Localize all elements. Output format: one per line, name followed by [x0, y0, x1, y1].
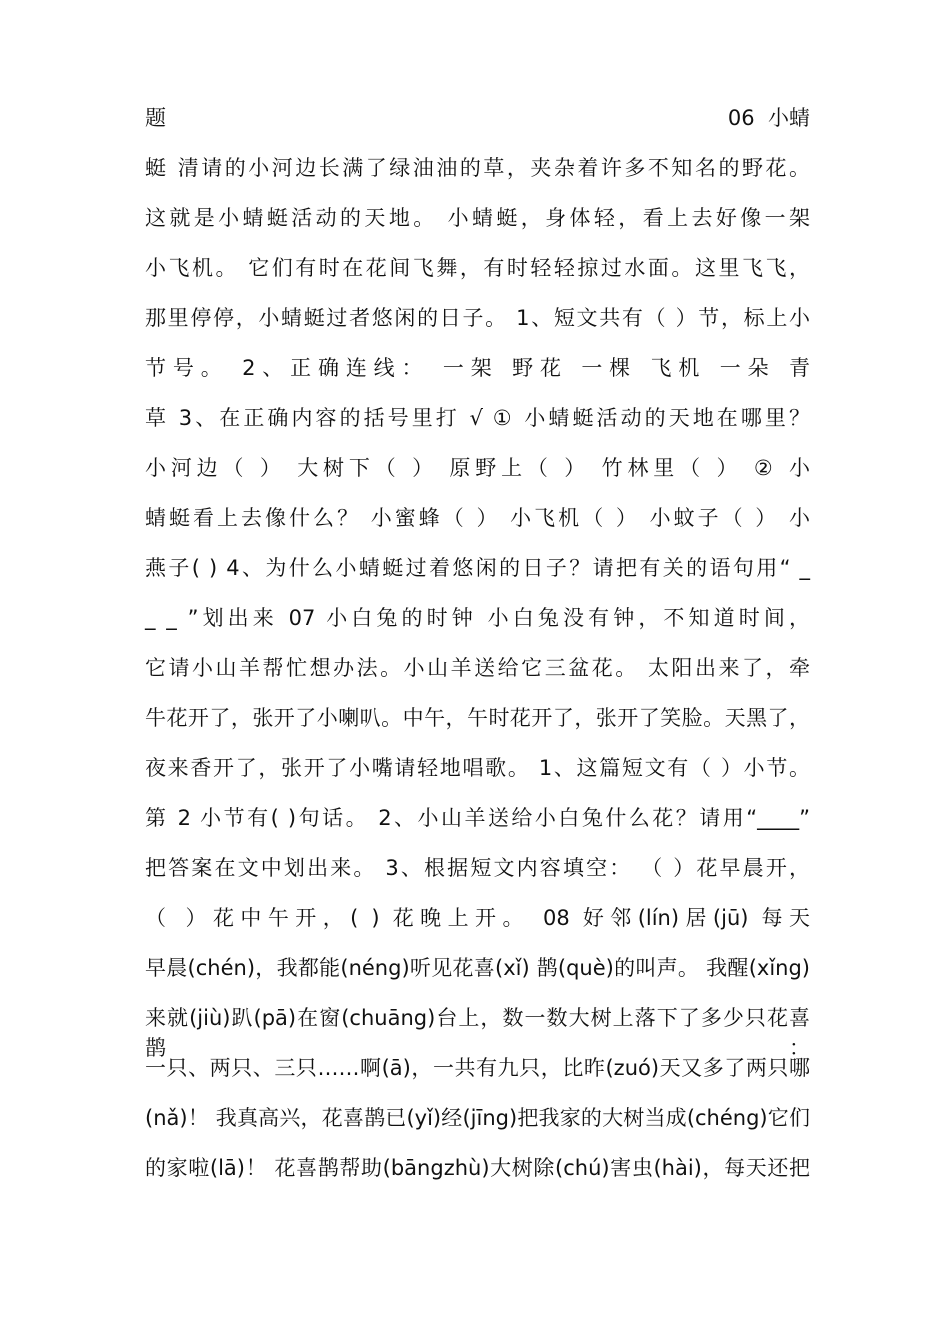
text-line-5: 节号。 2、正确连线： 一架 野花 一棵 飞机 一朵 青	[145, 356, 810, 380]
text-line-7: 小河边（ ） 大树下（ ） 原野上（ ） 竹林里（ ） ② 小	[145, 456, 810, 480]
text-line-12: 牛花开了，张开了小喇叭。中午，午时花开了，张开了笑脸。天黑了，	[145, 706, 810, 730]
document-heading-line	[145, 103, 810, 133]
text-line-1: 蜓 清请的小河边长满了绿油油的草，夹杂着许多不知名的野花。	[145, 156, 810, 180]
text-line-17: 早晨(chén)，我都能(néng)听见花喜(xǐ) 鹊(què)的叫声。 我醒(xǐng)	[145, 956, 810, 980]
text-line-2: 这就是小蜻蜓活动的天地。 小蜻蜓，身体轻，看上去好像一架	[145, 206, 810, 230]
text-line-3: 小飞机。 它们有时在花间飞舞，有时轻轻掠过水面。这里飞飞，	[145, 256, 810, 280]
text-line-18: 来就(jiù)趴(pā)在窗(chuāng)台上，数一数大树上落下了多少只花喜鹊：	[145, 1006, 810, 1060]
text-line-10: _ _ ”划出来 07 小白兔的时钟 小白兔没有钟，不知道时间，	[145, 606, 810, 630]
text-line-11: 它请小山羊帮忙想办法。小山羊送给它三盆花。 太阳出来了，牵	[145, 656, 810, 680]
heading-left-text: 题	[145, 106, 166, 130]
text-line-16: （ ）花中午开，( ) 花晚上开。 08 好邻(lín)居(jū) 每天	[145, 906, 810, 930]
text-line-15: 把答案在文中划出来。 3、根据短文内容填空： （ ）花早晨开，	[145, 856, 810, 880]
text-line-6: 草 3、在正确内容的括号里打 √ ① 小蜻蜓活动的天地在哪里？	[145, 406, 810, 430]
text-line-9: 燕子( ) 4、为什么小蜻蜓过着悠闲的日子？请把有关的语句用“ _	[145, 556, 810, 580]
heading-right-text: 06 小蜻	[727, 106, 810, 130]
text-line-4: 那里停停，小蜻蜓过者悠闲的日子。 1、短文共有（ ）节，标上小	[145, 306, 810, 330]
text-line-14: 第 2 小节有( )句话。 2、小山羊送给小白兔什么花？请用“____”	[145, 806, 810, 830]
text-line-21: 的家啦(lā)！ 花喜鹊帮助(bāngzhù)大树除(chú)害虫(hài)，每天还把	[145, 1156, 810, 1180]
text-line-19: 一只、两只、三只……啊(ā)，一共有九只，比昨(zuó)天又多了两只哪	[145, 1056, 810, 1080]
text-line-13: 夜来香开了，张开了小嘴请轻地唱歌。 1、这篇短文有（ ）小节。	[145, 756, 810, 780]
text-line-20: (nǎ)！ 我真高兴，花喜鹊已(yǐ)经(jīng)把我家的大树当成(chéng)它们	[145, 1106, 810, 1130]
text-line-8: 蜻蜓看上去像什么？ 小蜜蜂（ ） 小飞机（ ） 小蚊子（ ） 小	[145, 506, 810, 530]
